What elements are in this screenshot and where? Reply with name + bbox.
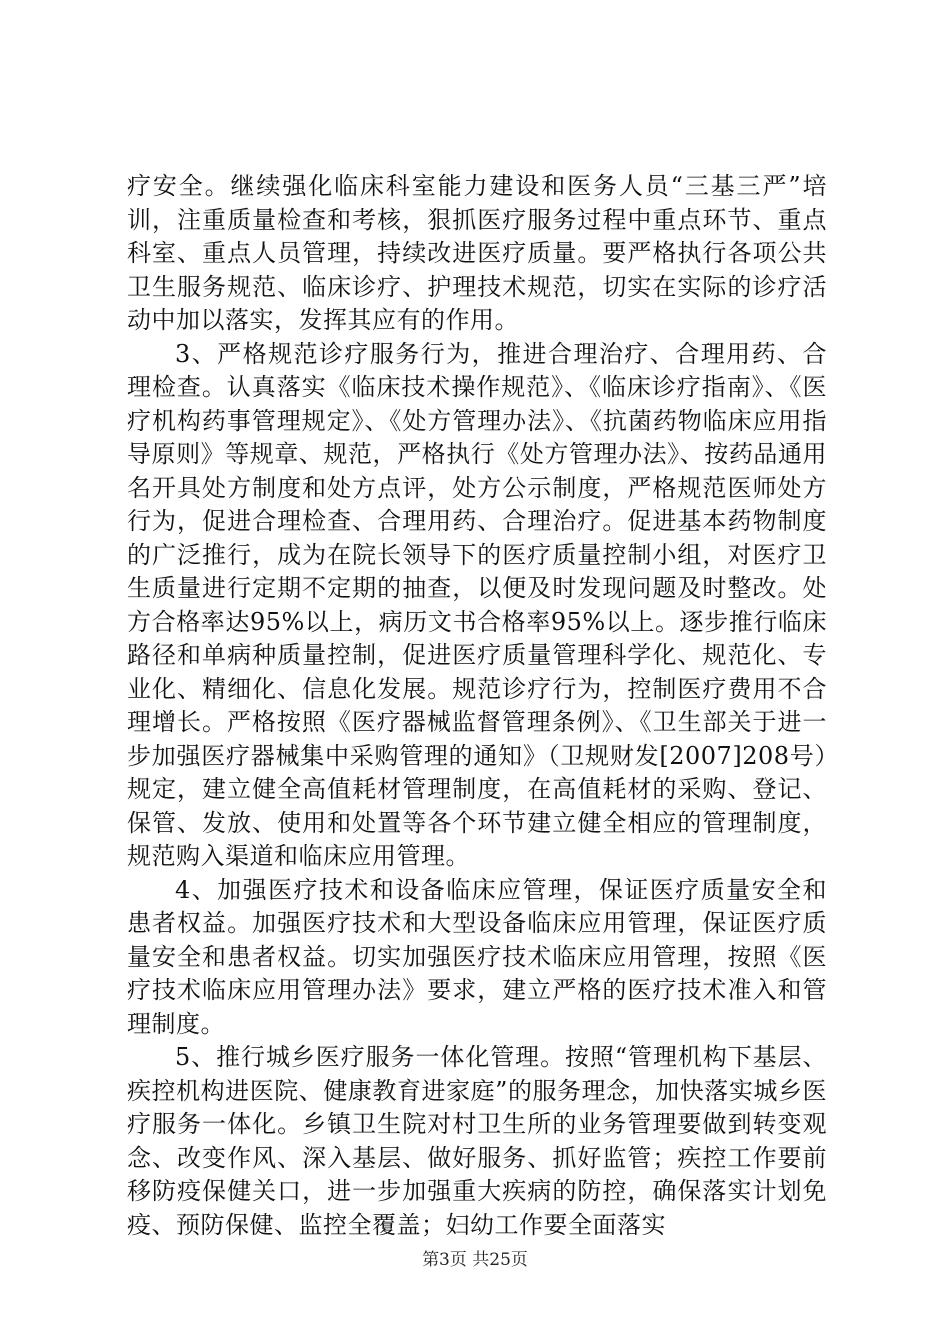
paragraph-continuation: 疗安全。继续强化临床科室能力建设和医务人员“三基三严”培训，注重质量检查和考核，狠抓医疗服务过程中重点环节、重点科室、重点人员管理，持续改进医疗质量。要严格执行各项公共卫生服务规范、临床诊疗、护理技术规范，切实在实际的诊疗活动中加以落实，发挥其应有的作用。 (127, 172, 827, 334)
document-body (127, 170, 827, 1242)
paragraph-item-4: 4、加强医疗技术和设备临床应管理，保证医疗质量安全和患者权益。加强医疗技术和大型设备临床应用管理，保证医疗质量安全和患者权益。切实加强医疗技术临床应用管理，按照《医疗技术临床应用管理办法》要求，建立严格的医疗技术准入和管理制度。 (127, 875, 827, 1038)
paragraph-item-5: 5、推行城乡医疗服务一体化管理。按照“管理机构下基层、疾控机构进医院、健康教育进家庭”的服务理念，加快落实城乡医疗服务一体化。乡镇卫生院对村卫生所的业务管理要做到转变观念、改变作风、深入基层、做好服务、抓好监管；疾控工作要前移防疫保健关口，进一步加强重大疾病的防控，确保落实计划免疫、预防保健、监控全覆盖；妇幼工作要全面落实 (127, 1043, 827, 1239)
paragraph-item-3: 3、严格规范诊疗服务行为，推进合理治疗、合理用药、合理检查。认真落实《临床技术操作规范》、《临床诊疗指南》、《医疗机构药事管理规定》、《处方管理办法》、《抗菌药物临床应用指导原则》等规章、规范，严格执行《处方管理办法》、按药品通用名开具处方制度和处方点评，处方公示制度，严格规范医师处方行为，促进合理检查、合理用药、合理治疗。促进基本药物制度的广泛推行，成为在院长领导下的医疗质量控制小组，对医疗卫生质量进行定期不定期的抽查，以便及时发现问题及时整改。处方合格率达95%以上，病历文书合格率95%以上。逐步推行临床路径和单病种质量控制，促进医疗质量管理科学化、规范化、专业化、精细化、信息化发展。规范诊疗行为，控制医疗费用不合理增长。严格按照《医疗器械监督管理条例》、《卫生部关于进一步加强医疗器械集中采购管理的通知》（卫规财发[2007]208号）规定，建立健全高值耗材管理制度，在高值耗材的采购、登记、保管、发放、使用和处置等各个环节建立健全相应的管理制度，规范购入渠道和临床应用管理。 (127, 339, 827, 870)
page-footer: 第3页 共25页 (422, 1250, 528, 1270)
